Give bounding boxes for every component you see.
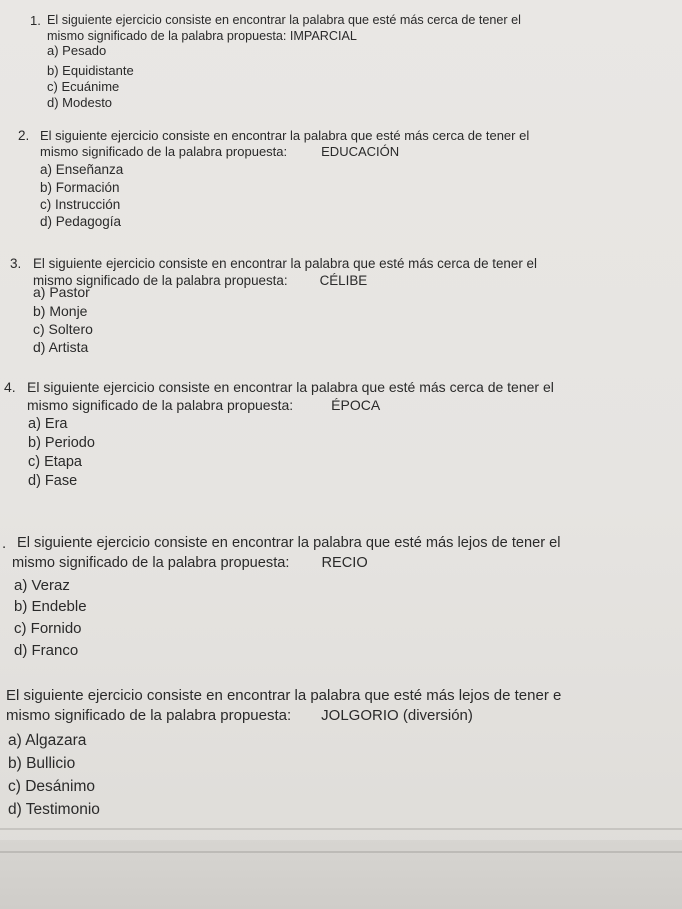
proposed-word: RECIO xyxy=(321,555,368,571)
question-line-2: mismo significado de la palabra propuesta: ÉPOCA xyxy=(27,397,381,413)
option-d: d) Fase xyxy=(28,473,78,489)
question-number: 2. xyxy=(18,128,30,143)
option-b: b) Monje xyxy=(33,303,88,319)
question-line-2: mismo significado de la palabra propuesta: EDUCACIÓN xyxy=(40,144,400,159)
option-b: b) Periodo xyxy=(28,435,95,451)
question-line-1: El siguiente ejercicio consiste en encontrar la palabra que esté más cerca de tener el xyxy=(27,379,554,395)
question-line-1: El siguiente ejercicio consiste en encontrar la palabra que esté más lejos de tener el xyxy=(17,535,561,551)
question-line-1: El siguiente ejercicio consiste en encontrar la palabra que esté más cerca de tener el xyxy=(33,256,537,271)
question-line-2: mismo significado de la palabra propuesta: IMPARCIAL xyxy=(47,29,357,43)
option-b: b) Bullicio xyxy=(8,755,76,772)
option-c: c) Soltero xyxy=(33,321,93,337)
option-d: d) Testimonio xyxy=(8,801,100,818)
question-number: 1. xyxy=(30,13,41,28)
divider-line xyxy=(0,828,682,830)
option-b: b) Endeble xyxy=(14,598,87,615)
proposed-word: EDUCACIÓN xyxy=(321,144,400,159)
question-line-2: mismo significado de la palabra propuesta: RECIO xyxy=(12,555,368,571)
proposed-word: CÉLIBE xyxy=(319,273,368,288)
question-line-1: El siguiente ejercicio consiste en encontrar la palabra que esté más cerca de tener el xyxy=(47,13,521,27)
option-c: c) Fornido xyxy=(14,620,82,637)
option-a: a) Enseñanza xyxy=(40,162,124,177)
question-line-1: El siguiente ejercicio consiste en encontrar la palabra que esté más cerca de tener el xyxy=(40,128,530,143)
option-c: c) Etapa xyxy=(28,454,82,470)
question-line-1: El siguiente ejercicio consiste en encontrar la palabra que esté más lejos de tener e xyxy=(6,687,562,704)
option-a: a) Pesado xyxy=(47,43,107,58)
question-line-2: mismo significado de la palabra propuesta: CÉLIBE xyxy=(33,273,368,288)
proposed-word: ÉPOCA xyxy=(331,397,381,413)
option-c: c) Desánimo xyxy=(8,778,95,795)
option-d: d) Franco xyxy=(14,642,79,659)
option-d: d) Modesto xyxy=(47,95,113,110)
option-a: a) Era xyxy=(28,416,68,432)
proposed-word: JOLGORIO (diversión) xyxy=(321,707,473,724)
question-number: 4. xyxy=(4,379,16,395)
option-d: d) Artista xyxy=(33,339,89,355)
option-c: c) Instrucción xyxy=(40,197,121,212)
option-b: b) Equidistante xyxy=(47,63,134,78)
question-number: 3. xyxy=(10,256,22,271)
divider-line xyxy=(0,851,682,853)
option-a: a) Algazara xyxy=(8,732,87,749)
question-line-2: mismo significado de la palabra propuesta: JOLGORIO (diversión) xyxy=(6,707,473,724)
option-a: a) Veraz xyxy=(14,577,70,594)
option-a: a) Pastor xyxy=(33,284,90,300)
option-c: c) Ecuánime xyxy=(47,79,120,94)
question-number: . xyxy=(2,535,7,552)
option-b: b) Formación xyxy=(40,180,120,195)
option-d: d) Pedagogía xyxy=(40,214,122,229)
